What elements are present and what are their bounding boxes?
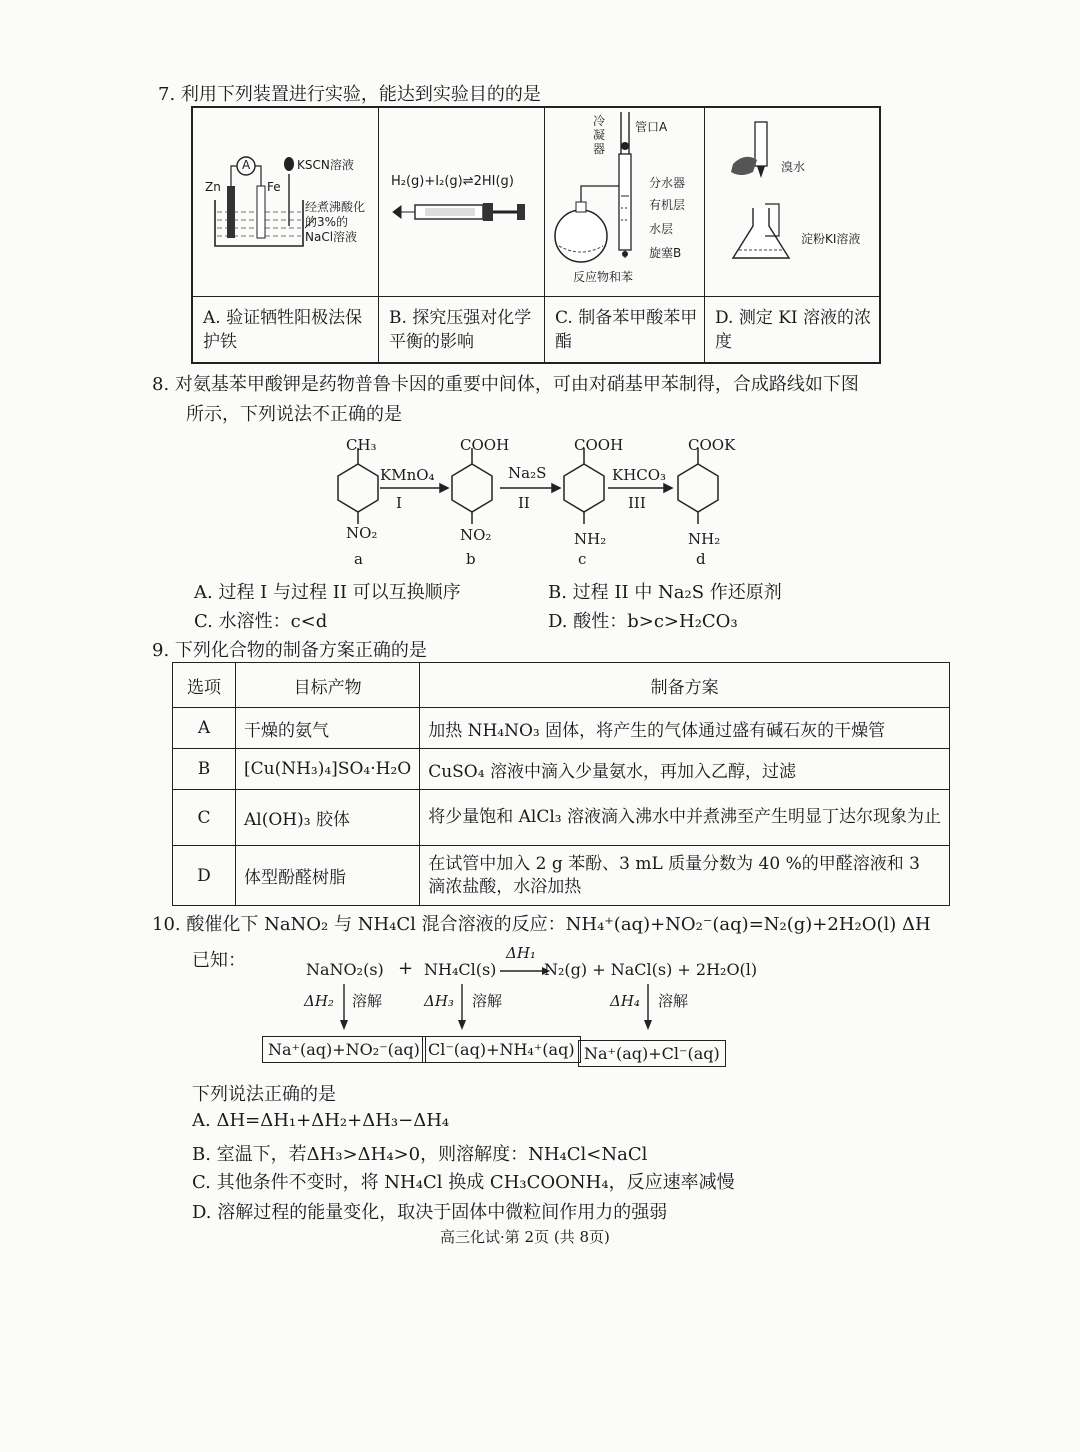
q10-option-a: A. ΔH=ΔH₁+ΔH₂+ΔH₃−ΔH₄ <box>192 1110 450 1131</box>
compound-b-bottom: NO₂ <box>460 526 492 544</box>
fe-label: Fe <box>267 180 281 194</box>
compound-d-bottom: NH₂ <box>688 530 721 548</box>
table-row <box>173 790 950 846</box>
page-footer: 高三化试·第 2页 (共 8页) <box>440 1228 610 1246</box>
step-2-reagent: Na₂S <box>508 464 547 482</box>
q9-row-b-product: [Cu(NH₃)₄]SO₄·H₂O <box>236 749 420 790</box>
q9-row-d-product: 体型酚醛树脂 <box>236 846 420 906</box>
step-2-number: II <box>518 494 530 512</box>
q9-row-b-option: B <box>173 749 236 790</box>
table-row <box>173 749 950 790</box>
compound-a-bottom: NO₂ <box>346 524 378 542</box>
reactant-nano2: NaNO₂(s) <box>306 960 384 979</box>
q10-known-label: 已知： <box>192 950 246 971</box>
q7-title: 7. 利用下列装置进行实验，能达到实验目的的是 <box>158 84 541 105</box>
dissolve-label-2: 溶解 <box>472 992 503 1010</box>
benzene-ring-a <box>338 464 378 512</box>
q7-table <box>191 106 881 364</box>
q8-option-b: B. 过程 II 中 Na₂S 作还原剂 <box>548 582 782 603</box>
compound-c-bottom: NH₂ <box>574 530 607 548</box>
dissolve-label-1: 溶解 <box>352 992 383 1010</box>
titration-apparatus <box>705 108 879 294</box>
q7-cell-b <box>379 108 545 362</box>
q8-option-a: A. 过程 I 与过程 II 可以互换顺序 <box>194 582 461 603</box>
plus-sign: + <box>398 958 414 979</box>
q8-option-d: D. 酸性：b>c>H₂CO₃ <box>548 611 738 632</box>
compound-d-top: COOK <box>688 436 736 454</box>
q9-table <box>172 662 950 906</box>
reactant-mixture-label: 反应物和苯 <box>573 270 634 284</box>
q9-title: 9. 下列化合物的制备方案正确的是 <box>152 640 427 661</box>
q10-option-d: D. 溶解过程的能量变化，取决于固体中微粒间作用力的强弱 <box>192 1202 668 1223</box>
q7-caption-b: B. 探究压强对化学平衡的影响 <box>389 308 532 352</box>
delta-h3: ΔH₃ <box>424 992 454 1010</box>
nacl-solution-label: 经煮沸酸化的3%的NaCl溶液 <box>305 200 366 244</box>
compound-a-top: CH₃ <box>346 436 377 454</box>
q7-caption-d: D. 测定 KI 溶液的浓度 <box>715 308 872 352</box>
q7-caption-a: A. 验证牺牲阳极法保护铁 <box>203 308 363 352</box>
q9-row-a-option: A <box>173 708 236 749</box>
compound-c-top: COOH <box>574 436 624 454</box>
products: N₂(g) + NaCl(s) + 2H₂O(l) <box>544 960 758 979</box>
step-3-reagent: KHCO₃ <box>612 466 667 484</box>
arrowhead-step-1 <box>440 484 448 492</box>
delta-h4: ΔH₄ <box>610 992 640 1010</box>
table-row <box>173 846 950 906</box>
zn-label: Zn <box>205 180 221 194</box>
compound-c-name: c <box>578 550 587 568</box>
q9-row-c-option: C <box>173 790 236 846</box>
syringe-apparatus <box>379 108 545 294</box>
ion-box-2: Cl⁻(aq)+NH₄⁺(aq) <box>422 1036 581 1063</box>
q10-option-c: C. 其他条件不变时，将 NH₄Cl 换成 CH₃COONH₄，反应速率减慢 <box>192 1172 735 1193</box>
compound-a-name: a <box>354 550 363 568</box>
q7-cell-d <box>705 108 879 362</box>
q10-prompt: 下列说法正确的是 <box>192 1084 336 1105</box>
reaction-arrow <box>500 966 550 976</box>
port-a-label: 管口A <box>635 120 668 134</box>
q8-title-line2: 所示，下列说法不正确的是 <box>186 404 402 425</box>
reactant-nh4cl: NH₄Cl(s) <box>424 960 497 979</box>
q9-header-plan: 制备方案 <box>420 663 950 708</box>
starch-ki-label: 淀粉KI溶液 <box>801 232 861 246</box>
q10-option-b: B. 室温下，若ΔH₃>ΔH₄>0，则溶解度：NH₄Cl<NaCl <box>192 1144 648 1165</box>
arrowhead-step-3 <box>664 484 672 492</box>
organic-layer-label: 有机层 <box>649 198 686 212</box>
benzene-ring-c <box>564 464 604 512</box>
q9-row-c-plan: 将少量饱和 AlCl₃ 溶液滴入沸水中并煮沸至产生明显丁达尔现象为止 <box>420 790 950 846</box>
equilibrium-equation: H₂(g)+I₂(g)⇌2HI(g) <box>391 174 514 189</box>
condenser-label: 冷凝器 <box>593 114 606 156</box>
q9-header-product: 目标产物 <box>236 663 420 708</box>
q9-header-option: 选项 <box>173 663 236 708</box>
step-1-reagent: KMnO₄ <box>380 466 435 484</box>
q10-title: 10. 酸催化下 NaNO₂ 与 NH₄Cl 混合溶液的反应：NH₄⁺(aq)+NO₂⁻(aq)=N₂(g)+2H₂O(l) ΔH <box>152 914 931 935</box>
benzene-ring-d <box>678 464 718 512</box>
bromine-water-label: 溴水 <box>781 160 806 174</box>
q7-cell-a <box>193 108 379 362</box>
q9-row-d-plan: 在试管中加入 2 g 苯酚、3 mL 质量分数为 40 %的甲醛溶液和 3 滴浓盐酸，水浴加热 <box>420 846 950 906</box>
q9-header-row <box>173 663 950 708</box>
compound-b-name: b <box>466 550 476 568</box>
valve-b-label: 旋塞B <box>649 246 682 260</box>
ammeter-label: A <box>242 158 251 172</box>
q7-cell-c <box>545 108 705 362</box>
q9-row-d-option: D <box>173 846 236 906</box>
compound-d-name: d <box>696 550 706 568</box>
q7-caption-c: C. 制备苯甲酸苯甲酯 <box>555 308 698 352</box>
separator-label: 分水器 <box>649 176 686 190</box>
q9-row-a-plan: 加热 NH₄NO₃ 固体，将产生的气体通过盛有碱石灰的干燥管 <box>420 708 950 749</box>
arrowhead-step-2 <box>552 484 560 492</box>
q9-row-b-plan: CuSO₄ 溶液中滴入少量氨水，再加入乙醇，过滤 <box>420 749 950 790</box>
benzene-ring-b <box>452 464 492 512</box>
q9-row-a-product: 干燥的氨气 <box>236 708 420 749</box>
table-row <box>173 708 950 749</box>
ion-box-1: Na⁺(aq)+NO₂⁻(aq) <box>262 1036 426 1063</box>
q8-option-c: C. 水溶性：c<d <box>194 611 328 632</box>
delta-h2: ΔH₂ <box>304 992 334 1010</box>
step-3-number: III <box>628 494 646 512</box>
ion-box-3: Na⁺(aq)+Cl⁻(aq) <box>578 1040 726 1067</box>
q8-title-line1: 8. 对氨基苯甲酸钾是药物普鲁卡因的重要中间体，可由对硝基甲苯制得，合成路线如下图 <box>152 374 859 395</box>
dissolve-label-3: 溶解 <box>658 992 689 1010</box>
kscn-label: KSCN溶液 <box>297 158 354 172</box>
water-layer-label: 水层 <box>649 222 674 236</box>
compound-b-top: COOH <box>460 436 510 454</box>
delta-h1: ΔH₁ <box>506 944 536 962</box>
q9-row-c-product: Al(OH)₃ 胶体 <box>236 790 420 846</box>
step-1-number: I <box>396 494 402 512</box>
